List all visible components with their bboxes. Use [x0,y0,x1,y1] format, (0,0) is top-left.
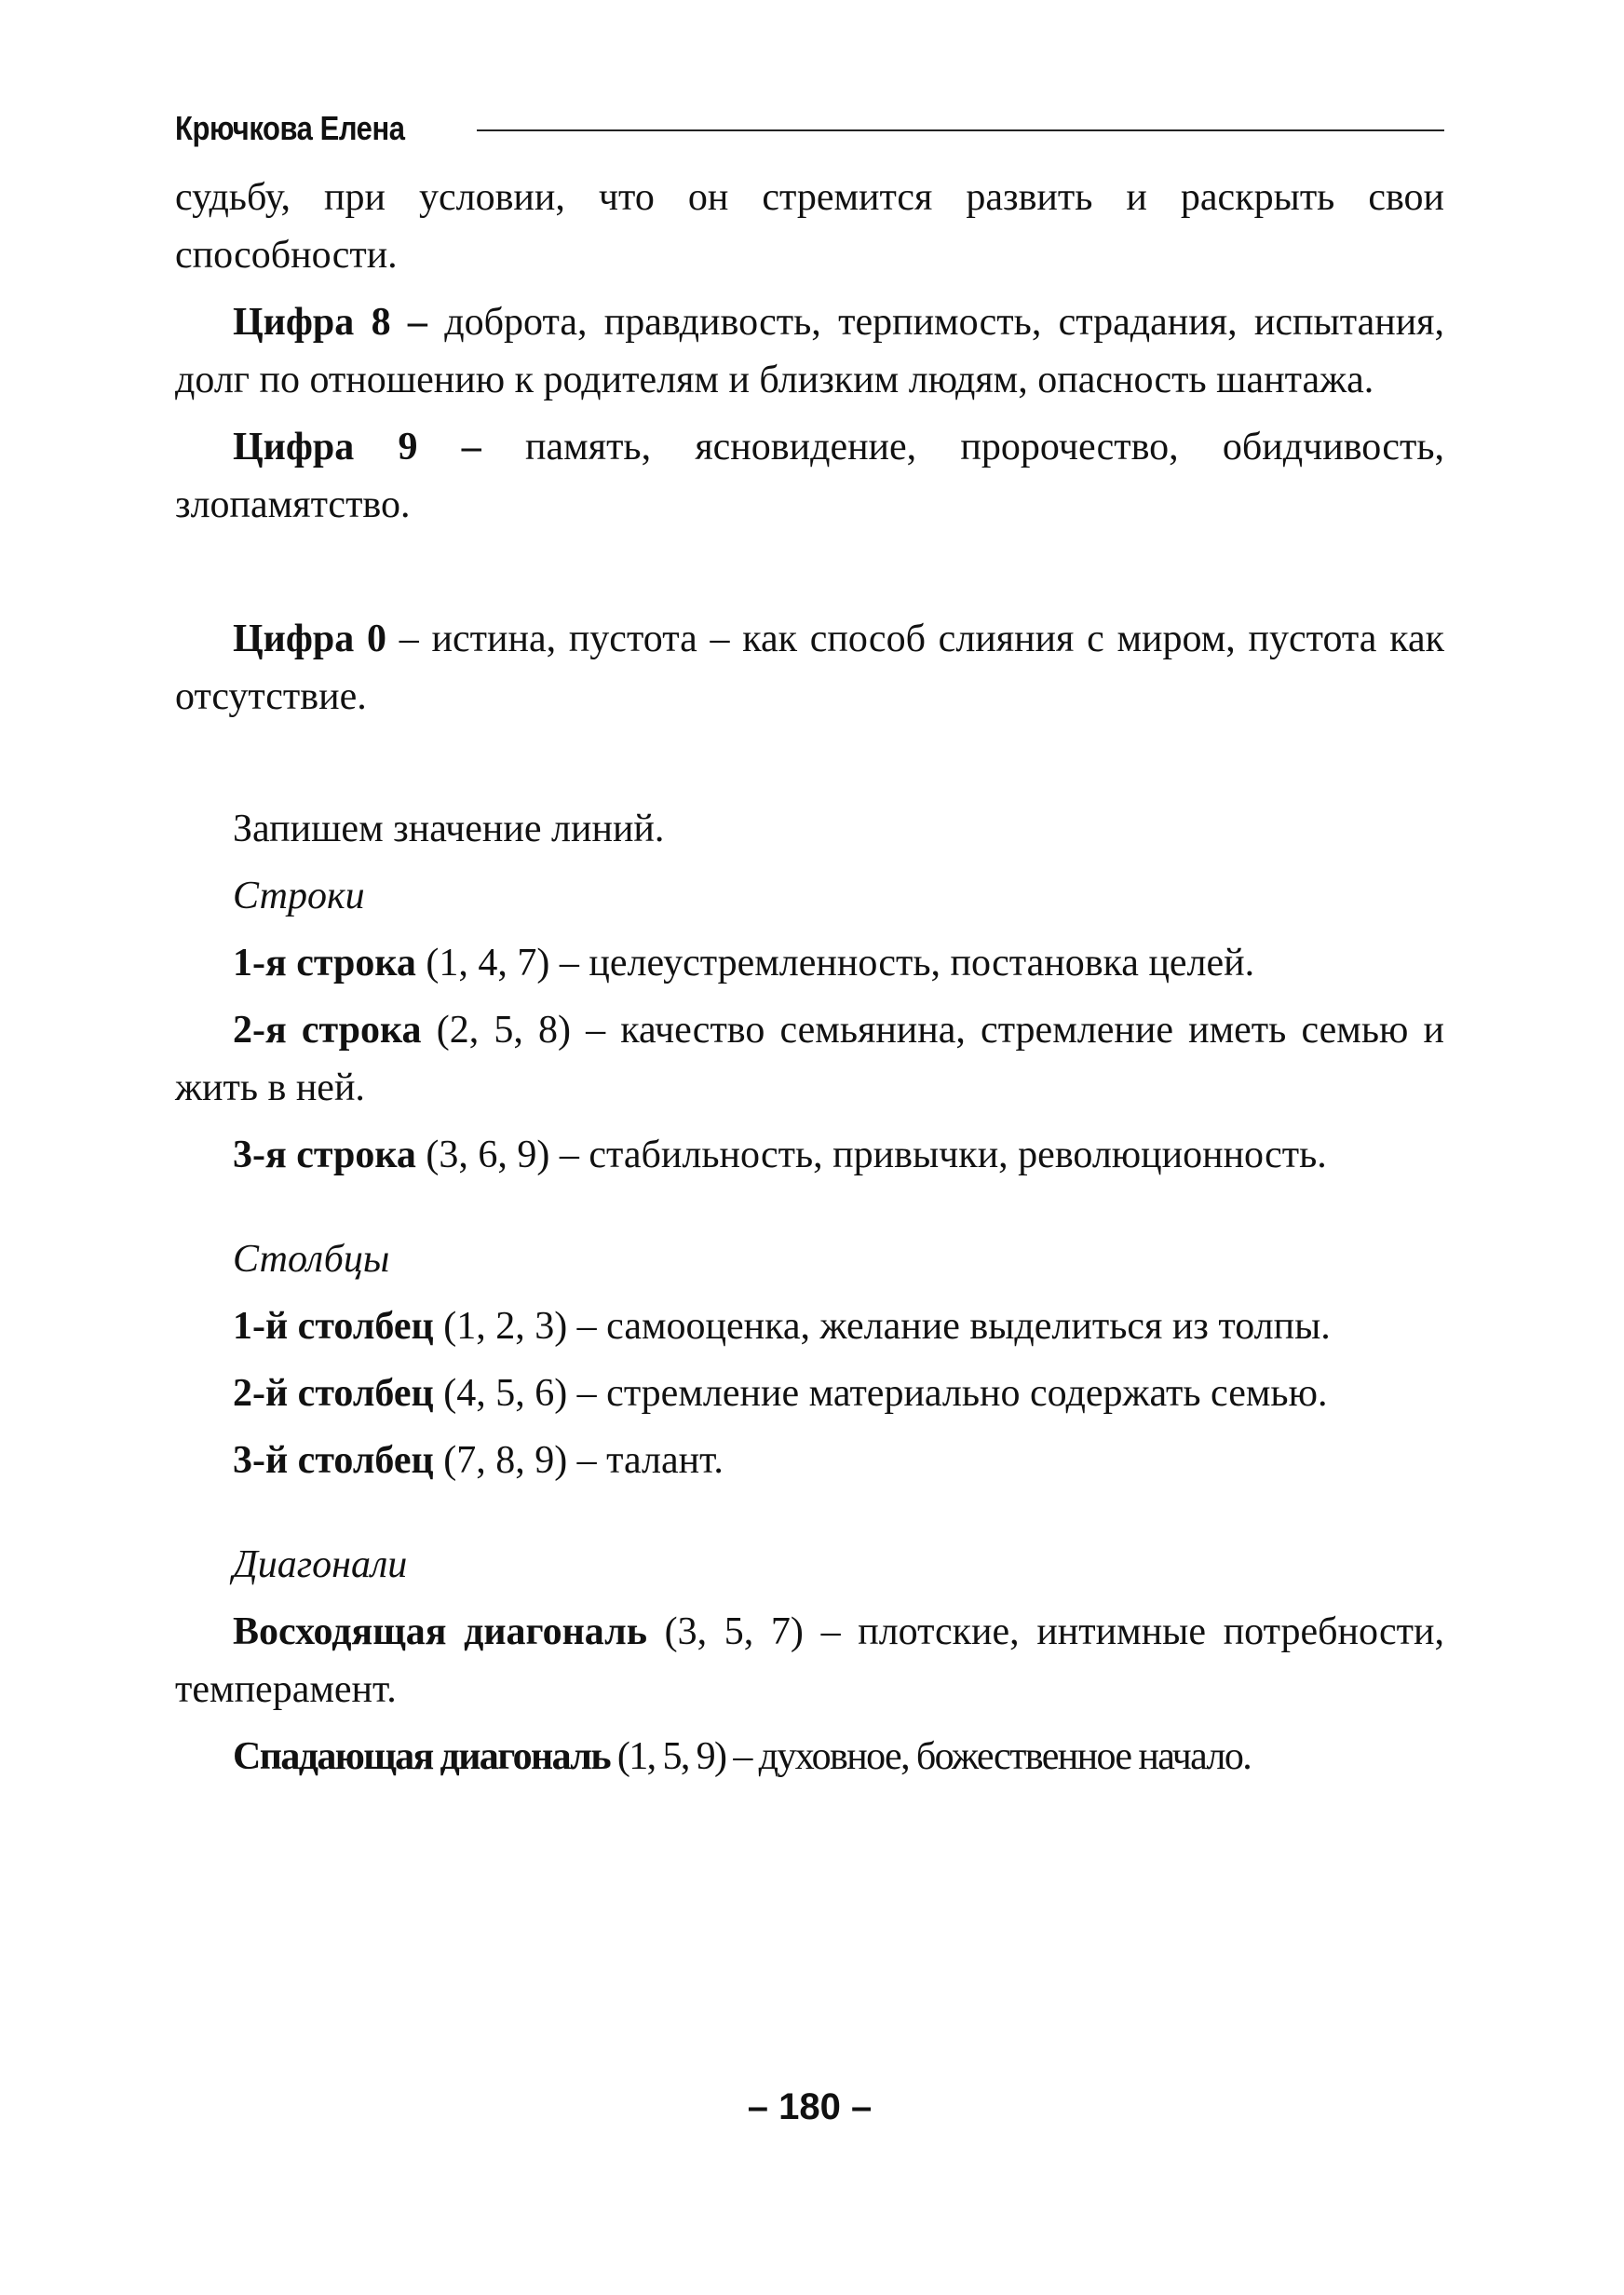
page-number: – 180 – [747,2086,873,2127]
paragraph-continuation: судьбу, при условии, что он стремится развить и раскрыть свои способности. [175,176,1444,277]
spacer [175,735,1444,800]
term-digit-8: Цифра 8 – [233,301,427,344]
definition-row-3: (3, 6, 9) – стабильность, привычки, революционность. [415,1134,1327,1176]
definition-column-2: (4, 5, 6) – стремление материально содержать семью. [433,1372,1328,1415]
paragraph-diagonal-descending [175,1728,1444,1786]
term-column-3: 3-й столбец [233,1439,434,1482]
definition-column-1: (1, 2, 3) – самооценка, желание выделиться из толпы. [433,1305,1331,1348]
term-digit-9: Цифра 9 – [233,426,481,469]
section-label-columns: Столбцы [233,1238,390,1281]
paragraph-row-3 [175,1126,1444,1184]
term-diagonal-descending: Спадающая диагональ [233,1735,610,1778]
header-rule [477,129,1444,131]
paragraph-digit-9 [175,418,1444,534]
paragraph-column-3 [175,1432,1444,1489]
spacer [175,1193,1444,1230]
author-name: Крючкова Елена [175,109,405,147]
definition-diagonal-descending: (1, 5, 9) – духовное, божественное начало. [609,1735,1252,1778]
term-column-1: 1-й столбец [233,1305,434,1348]
definition-digit-8: доброта, правдивость, терпимость, страдания, испытания, долг по отношению к родителям и близким людям, опасность шантажа. [175,301,1444,401]
running-head [175,105,1444,152]
body-text [175,169,1444,1795]
term-column-2: 2-й столбец [233,1372,434,1415]
definition-digit-0: – истина, пустота – как способ слияния с миром, пустота как отсутствие. [175,618,1444,718]
paragraph-column-2 [175,1365,1444,1422]
term-row-1: 1-я строка [233,942,416,985]
term-row-3: 3-я строка [233,1134,416,1176]
spacer [175,543,1444,610]
term-row-2: 2-я строка [233,1009,422,1052]
definition-diagonal-ascending: (3, 5, 7) – плотские, интимные потребности, темперамент. [175,1610,1444,1711]
definition-row-2: (2, 5, 8) – качество семьянина, стремление иметь семью и жить в ней. [175,1009,1444,1109]
section-label-rows: Строки [233,875,365,917]
definition-digit-9: память, ясновидение, пророчество, обидчивость, злопамятство. [175,426,1444,526]
paragraph-intro: Запишем значение линий. [233,808,665,850]
paragraph-digit-0 [175,610,1444,726]
spacer [175,1499,1444,1536]
section-label-diagonals: Диагонали [233,1543,408,1586]
paragraph-digit-8 [175,293,1444,409]
paragraph-row-2 [175,1001,1444,1117]
definition-column-3: (7, 8, 9) – талант. [433,1439,724,1482]
paragraph-diagonal-ascending [175,1603,1444,1718]
term-digit-0: Цифра 0 [233,618,387,660]
book-page [175,0,1444,2295]
definition-row-1: (1, 4, 7) – целеустремленность, постановка целей. [415,942,1255,985]
paragraph-column-1 [175,1297,1444,1355]
paragraph-row-1 [175,934,1444,992]
term-diagonal-ascending: Восходящая диагональ [233,1610,647,1653]
